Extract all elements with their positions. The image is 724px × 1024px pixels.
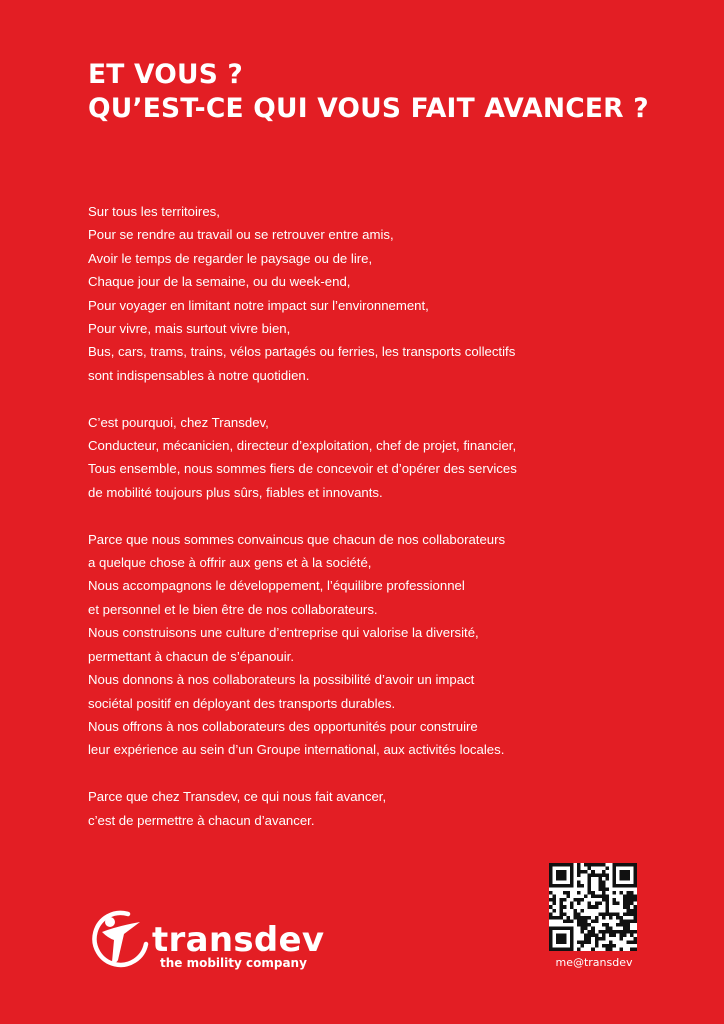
text-line: sociétal positif en déployant des transports durables. [88, 695, 396, 711]
transdev-runner-logo-icon [88, 908, 152, 972]
text-line: Nous donnons à nos collaborateurs la possibilité d’avoir un impact [88, 672, 475, 688]
headline-line-2: QU’EST-CE QUI VOUS FAIT AVANCER ? [88, 93, 649, 124]
text-line: de mobilité toujours plus sûrs, fiables et innovants. [88, 484, 383, 500]
text-line: et personnel et le bien être de nos collaborateurs. [88, 601, 378, 617]
logo-tagline: the mobility company [160, 956, 307, 970]
paragraph [88, 528, 648, 762]
text-line: Tous ensemble, nous sommes fiers de concevoir et d’opérer des services [88, 461, 517, 477]
logo-wordmark: transdev [152, 920, 325, 960]
text-line: Nous accompagnons le développement, l’équilibre professionnel [88, 578, 465, 594]
transdev-logo[interactable] [88, 908, 328, 978]
text-line: Pour se rendre au travail ou se retrouver entre amis, [88, 227, 394, 243]
headline [88, 58, 688, 126]
text-line: Avoir le temps de regarder le paysage ou de lire, [88, 250, 373, 266]
text-line: Conducteur, mécanicien, directeur d’exploitation, chef de projet, financier, [88, 438, 517, 454]
qr-code-icon[interactable] [549, 863, 637, 951]
text-line: Parce que nous sommes convaincus que chacun de nos collaborateurs [88, 531, 506, 547]
headline-line-1: ET VOUS ? [88, 59, 243, 90]
qr-caption: me@transdev [555, 956, 633, 969]
text-line: Parce que chez Transdev, ce qui nous fait avancer, [88, 789, 387, 805]
paragraph [88, 411, 648, 505]
text-line: Pour voyager en limitant notre impact sur l’environnement, [88, 297, 429, 313]
text-line: Nous offrons à nos collaborateurs des opportunités pour construire [88, 718, 478, 734]
text-line: Pour vivre, mais surtout vivre bien, [88, 321, 291, 337]
text-line: Nous construisons une culture d’entreprise qui valorise la diversité, [88, 625, 479, 641]
paragraph [88, 200, 648, 387]
text-line: a quelque chose à offrir aux gens et à la société, [88, 555, 372, 571]
text-line: C’est pourquoi, chez Transdev, [88, 414, 269, 430]
text-line: Sur tous les territoires, [88, 204, 220, 219]
text-line: Bus, cars, trams, trains, vélos partagés ou ferries, les transports collectifs [88, 344, 516, 360]
body-text [88, 200, 648, 855]
qr-code-block[interactable] [548, 862, 640, 972]
text-line: sont indispensables à notre quotidien. [88, 367, 310, 383]
text-line: c’est de permettre à chacun d’avancer. [88, 812, 315, 828]
text-line: leur expérience au sein d’un Groupe international, aux activités locales. [88, 742, 505, 758]
text-line: permettant à chacun de s’épanouir. [88, 648, 295, 664]
paragraph [88, 785, 648, 832]
text-line: Chaque jour de la semaine, ou du week-end, [88, 274, 351, 290]
